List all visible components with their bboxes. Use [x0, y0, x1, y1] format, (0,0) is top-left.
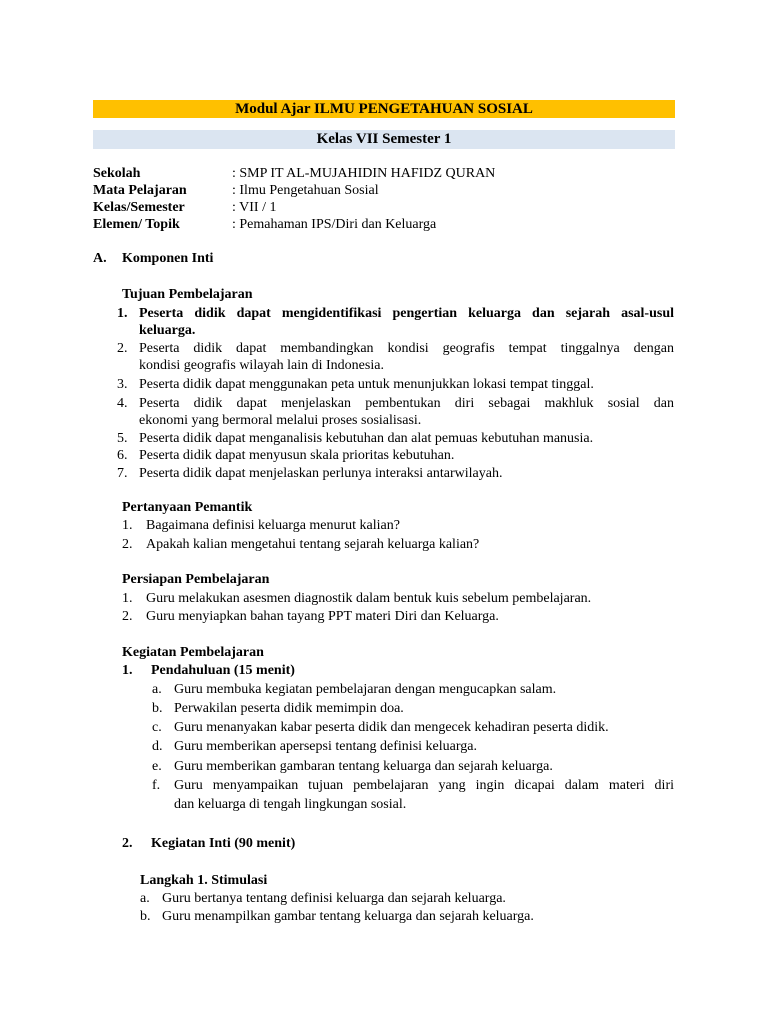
- list-number: 7.: [117, 466, 128, 481]
- section-marker: A.: [93, 251, 107, 266]
- persiapan-item-1: Guru melakukan asesmen diagnostik dalam bentuk kuis sebelum pembelajaran.: [146, 591, 592, 606]
- list-letter: e.: [152, 759, 162, 774]
- list-number: 2.: [122, 537, 133, 552]
- list-number: 1.: [122, 663, 133, 678]
- list-letter: a.: [140, 891, 150, 906]
- info-value: : VII / 1: [232, 200, 277, 215]
- tujuan-item-6: Peserta didik dapat menyusun skala prioritas kebutuhan.: [139, 448, 455, 463]
- info-value: : SMP IT AL-MUJAHIDIN HAFIDZ QURAN: [232, 166, 496, 181]
- info-label: Mata Pelajaran: [93, 183, 187, 198]
- pendahuluan-item-b: Perwakilan peserta didik memimpin doa.: [174, 701, 404, 716]
- pendahuluan-title: Pendahuluan (15 menit): [151, 663, 295, 678]
- list-number: 2.: [117, 341, 128, 356]
- document-subtitle: Kelas VII Semester 1: [93, 130, 675, 149]
- list-number: 5.: [117, 431, 128, 446]
- section-title: Komponen Inti: [122, 251, 214, 266]
- pendahuluan-item-f-line2: dan keluarga di tengah lingkungan sosial.: [174, 797, 407, 812]
- tujuan-item-2-line2: kondisi geografis wilayah lain di Indonesia.: [139, 358, 384, 373]
- tujuan-item-7: Peserta didik dapat menjelaskan perlunya interaksi antarwilayah.: [139, 466, 503, 481]
- tujuan-item-1-line2: keluarga.: [139, 323, 196, 338]
- list-number: 2.: [122, 609, 133, 624]
- document-title: Modul Ajar ILMU PENGETAHUAN SOSIAL: [93, 100, 675, 118]
- pendahuluan-item-f-line1: Guru menyampaikan tujuan pembelajaran yang ingin dicapai dalam materi diri: [174, 778, 674, 793]
- tujuan-item-2-line1: Peserta didik dapat membandingkan kondisi geografis tempat tinggalnya dengan: [139, 341, 674, 356]
- tujuan-item-4-line1: Peserta didik dapat menjelaskan pembentukan diri sebagai makhluk sosial dan: [139, 396, 674, 411]
- tujuan-item-5: Peserta didik dapat menganalisis kebutuhan dan alat pemuas kebutuhan manusia.: [139, 431, 594, 446]
- tujuan-item-1-line1: Peserta didik dapat mengidentifikasi pengertian keluarga dan sejarah asal-usul: [139, 306, 674, 321]
- info-value: : Ilmu Pengetahuan Sosial: [232, 183, 379, 198]
- list-letter: c.: [152, 720, 162, 735]
- persiapan-heading: Persiapan Pembelajaran: [122, 572, 270, 587]
- pemantik-heading: Pertanyaan Pemantik: [122, 500, 253, 515]
- list-number: 2.: [122, 836, 133, 851]
- pendahuluan-item-a: Guru membuka kegiatan pembelajaran dengan mengucapkan salam.: [174, 682, 557, 697]
- pendahuluan-item-c: Guru menanyakan kabar peserta didik dan mengecek kehadiran peserta didik.: [174, 720, 609, 735]
- langkah-title: Langkah 1. Stimulasi: [140, 873, 268, 888]
- persiapan-item-2: Guru menyiapkan bahan tayang PPT materi Diri dan Keluarga.: [146, 609, 499, 624]
- info-label: Sekolah: [93, 166, 141, 181]
- info-label: Kelas/Semester: [93, 200, 185, 215]
- tujuan-item-3: Peserta didik dapat menggunakan peta untuk menunjukkan lokasi tempat tinggal.: [139, 377, 594, 392]
- list-letter: b.: [152, 701, 163, 716]
- info-value: : Pemahaman IPS/Diri dan Keluarga: [232, 217, 437, 232]
- list-letter: b.: [140, 909, 151, 924]
- pemantik-item-2: Apakah kalian mengetahui tentang sejarah keluarga kalian?: [146, 537, 480, 552]
- pemantik-item-1: Bagaimana definisi keluarga menurut kalian?: [146, 518, 400, 533]
- list-number: 1.: [122, 591, 133, 606]
- pendahuluan-item-d: Guru memberikan apersepsi tentang definisi keluarga.: [174, 739, 477, 754]
- tujuan-heading: Tujuan Pembelajaran: [122, 287, 253, 302]
- inti-item-a: Guru bertanya tentang definisi keluarga dan sejarah keluarga.: [162, 891, 506, 906]
- list-letter: d.: [152, 739, 163, 754]
- list-number: 3.: [117, 377, 128, 392]
- info-label: Elemen/ Topik: [93, 217, 180, 232]
- inti-title: Kegiatan Inti (90 menit): [151, 836, 296, 851]
- list-letter: f.: [152, 778, 161, 793]
- tujuan-item-4-line2: ekonomi yang bermoral melalui proses sosialisasi.: [139, 413, 422, 428]
- pendahuluan-item-e: Guru memberikan gambaran tentang keluarga dan sejarah keluarga.: [174, 759, 553, 774]
- list-number: 4.: [117, 396, 128, 411]
- inti-item-b: Guru menampilkan gambar tentang keluarga dan sejarah keluarga.: [162, 909, 534, 924]
- list-number: 6.: [117, 448, 128, 463]
- list-number: 1.: [117, 306, 128, 321]
- list-number: 1.: [122, 518, 133, 533]
- kegiatan-heading: Kegiatan Pembelajaran: [122, 645, 264, 660]
- list-letter: a.: [152, 682, 162, 697]
